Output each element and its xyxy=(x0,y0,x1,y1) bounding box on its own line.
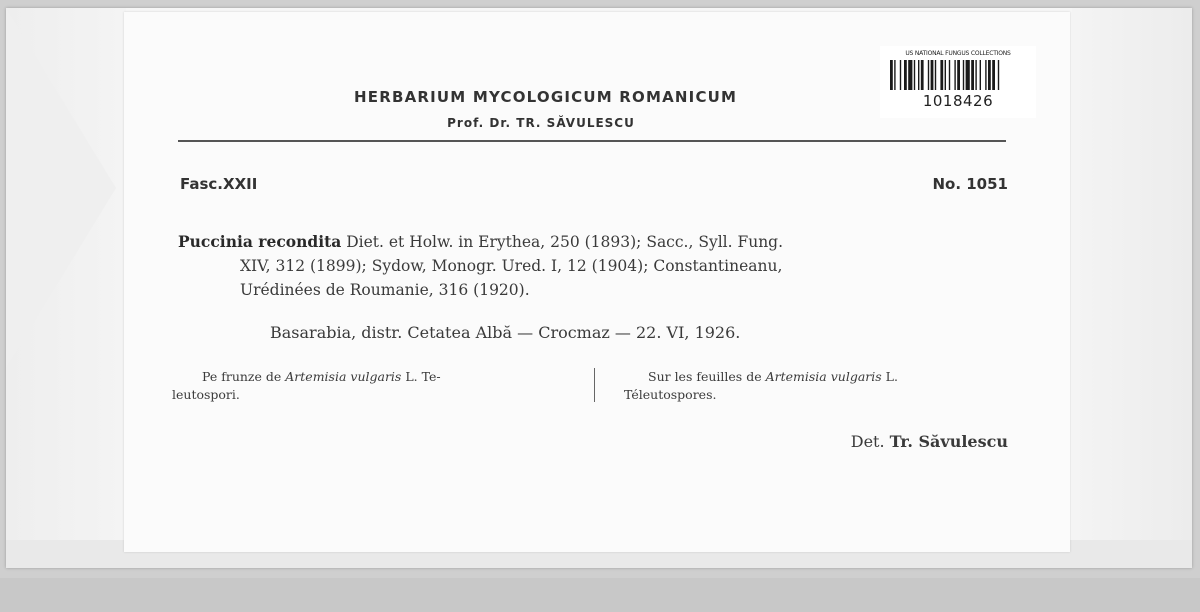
desc-fr-prefix: Sur les feuilles de xyxy=(648,369,762,384)
barcode-bar xyxy=(900,60,901,90)
desc-fr-suffix: L. xyxy=(885,369,898,384)
barcode-bar xyxy=(971,60,974,90)
barcode-bar xyxy=(935,60,936,90)
barcode-bar xyxy=(988,60,991,90)
barcode-label xyxy=(880,46,1036,118)
desc-ro-host: Artemisia vulgaris xyxy=(285,369,402,384)
det-prefix: Det. xyxy=(850,432,885,451)
barcode-bar xyxy=(966,60,970,90)
collection-locality: Basarabia, distr. Cetatea Albă — Crocmaz — 22. VI, 1926. xyxy=(270,323,741,342)
barcode-number: 1018426 xyxy=(922,92,994,110)
barcode-bar xyxy=(928,60,929,90)
fascicle-label: Fasc.XXII xyxy=(180,175,258,193)
barcode-bar xyxy=(975,60,976,90)
barcode-bar xyxy=(931,60,934,90)
barcode-bar xyxy=(954,60,955,90)
herbarium-subtitle: Prof. Dr. TR. SĂVULESCU xyxy=(447,116,635,130)
desc-fr-line-2: Téleutospores. xyxy=(624,387,717,402)
barcode-bar xyxy=(918,60,919,90)
background-surface xyxy=(0,578,1200,612)
barcode-bar xyxy=(908,60,912,90)
desc-fr-host: Artemisia vulgaris xyxy=(765,369,882,384)
barcode-bar xyxy=(980,60,981,90)
description-french xyxy=(624,368,1024,404)
citation-text-1: Diet. et Holw. in Erythea, 250 (1893); Sacc., Syll. Fung. xyxy=(346,233,784,251)
barcode-bar xyxy=(957,60,960,90)
description-romanian xyxy=(172,368,572,404)
taxon-citation xyxy=(178,230,1012,302)
herbarium-title: HERBARIUM MYCOLOGICUM ROMANICUM xyxy=(354,88,738,106)
header-rule xyxy=(178,140,1006,142)
citation-line-2: XIV, 312 (1899); Sydow, Monogr. Ured. I, 12 (1904); Constantineanu, xyxy=(240,257,783,275)
species-name: Puccinia recondita xyxy=(178,232,342,251)
barcode-bar xyxy=(940,60,943,90)
barcode-bar xyxy=(921,60,924,90)
citation-line-3: Urédinées de Roumanie, 316 (1920). xyxy=(240,281,530,299)
specimen-number: No. 1051 xyxy=(932,175,1008,193)
barcode-bar xyxy=(945,60,946,90)
barcode-icon xyxy=(890,60,1026,90)
determiner-name: Tr. Săvulescu xyxy=(889,432,1008,451)
barcode-bar xyxy=(963,60,964,90)
barcode-bar xyxy=(985,60,986,90)
barcode-bar xyxy=(904,60,907,90)
barcode-bar xyxy=(998,60,999,90)
desc-ro-prefix: Pe frunze de xyxy=(202,369,282,384)
envelope-flap xyxy=(6,8,116,368)
barcode-bar xyxy=(949,60,950,90)
barcode-header: US NATIONAL FUNGUS COLLECTIONS xyxy=(905,50,1011,57)
determiner xyxy=(851,432,1008,451)
barcode-bar xyxy=(914,60,915,90)
barcode-bar xyxy=(894,60,895,90)
desc-ro-line-1 xyxy=(172,368,572,386)
language-divider xyxy=(594,368,595,402)
desc-ro-line-2: leutospori. xyxy=(172,387,240,402)
barcode-bar xyxy=(890,60,893,90)
barcode-bar xyxy=(992,60,995,90)
citation-line-1 xyxy=(178,230,1012,254)
desc-fr-line-1 xyxy=(624,368,1024,386)
desc-ro-suffix: L. Te- xyxy=(405,369,441,384)
envelope-right-fold xyxy=(1072,8,1192,568)
